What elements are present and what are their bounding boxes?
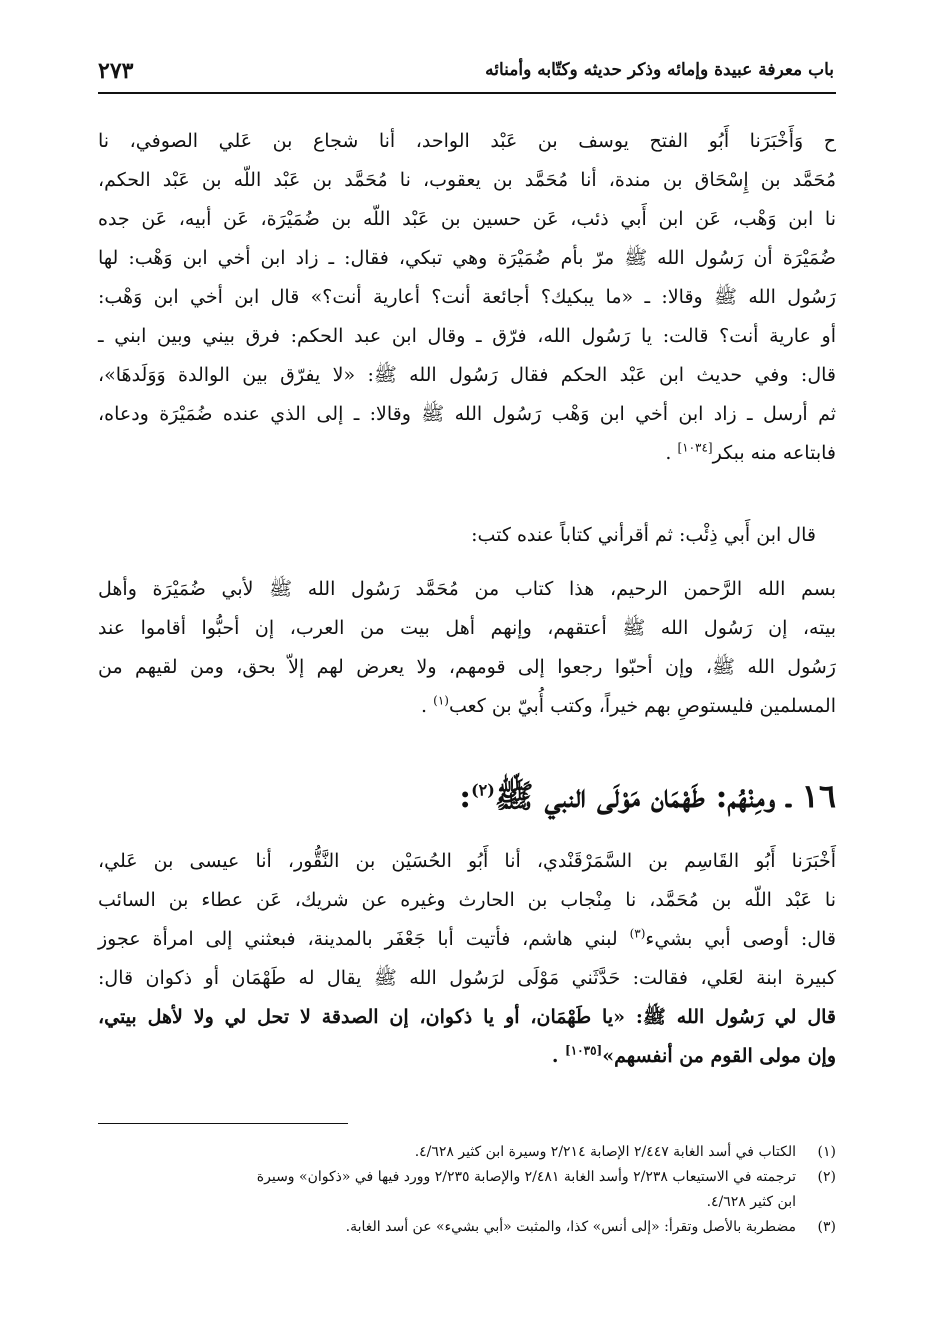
footnote-text: ترجمته في الاستيعاب ٢/٢٣٨ وأسد الغابة ٢/٤٨١ والإصابة ٢/٢٣٥ وورد فيها في «ذكوان» وسيرة bbox=[256, 1169, 796, 1185]
header-divider bbox=[98, 92, 836, 94]
text-line: قال لي رَسُول الله ﷺ: «يا طَهْمَان، أو يا ذكوان، إن الصدقة لا تحل لي ولا لأهل بيتي، bbox=[98, 1006, 836, 1028]
footnote-number: (١) bbox=[817, 1144, 836, 1160]
hadith-number: [١٠٣٥] bbox=[565, 1043, 603, 1058]
text-line: المسلمين فليستوصِ بهم خيراً، وكتب أُبيّ بن كعب$^{(١)}$ . bbox=[421, 693, 836, 717]
text-line: رَسُول الله ﷺ وقالا: ـ «ما يبكيك؟ أجائعة أنت؟ أعارية أنت؟» قال ابن أخي ابن وَهْب: bbox=[98, 286, 836, 308]
text-line: نا عَبْد اللّه بن مُحَمَّد، نا مِنْجاب بن الحارث وغيره عن شريك، عَن عطاء بن السائب bbox=[98, 889, 836, 911]
footnote-ref: (١) bbox=[433, 693, 449, 708]
text-fragment: لبني هاشم، فأتيت أبا جَعْفَر بالمدينة، فبعثني إلى امرأة عجوز bbox=[98, 928, 630, 950]
footnote-number: (٣) bbox=[817, 1219, 836, 1235]
hadith-number: [١٠٣٤] bbox=[677, 440, 713, 455]
text-line: أو عارية أنت؟ قالت: يا رَسُول الله، فرّق ـ وقال ابن عبد الحكم: فرق بيني وبين ابني ـ bbox=[98, 325, 836, 347]
page-header bbox=[98, 52, 834, 92]
text-line: كبيرة ابنة لعَلي، فقالت: حَدَّثَني مَوْلَى لرَسُول الله ﷺ يقال له طَهْمَان أو ذكوان قال: bbox=[98, 967, 836, 989]
footnote-number: (٢) bbox=[817, 1169, 836, 1185]
text-line: نا ابن وَهْب، عَن ابن أَبي ذئب، عَن حسين بن عَبْد اللّه بن ضُمَيْرَة، عَن أبيه، عَن جده bbox=[98, 208, 836, 230]
footnote-item bbox=[98, 1140, 836, 1165]
footnote-divider bbox=[98, 1123, 348, 1124]
footnote-item bbox=[98, 1215, 836, 1240]
footnote-ref: (٣) bbox=[629, 926, 646, 941]
footnotes bbox=[98, 1140, 836, 1240]
footnote-continuation: ابن كثير ٤/٦٢٨. bbox=[706, 1194, 796, 1210]
paragraph-narration-2 bbox=[98, 842, 836, 1076]
section-heading bbox=[98, 770, 836, 822]
paragraph-intro-letter bbox=[98, 516, 836, 555]
heading-colon: : bbox=[459, 777, 472, 815]
running-title: باب معرفة عبيدة وإمائه وذكر حديثه وكتّابه وأمنائه bbox=[485, 60, 834, 80]
text-line: قال ابن أَبي ذِئْب: ثم أقرأني كتاباً عنده كتب: bbox=[471, 524, 816, 546]
text-line: فابتاعه منه ببكر[١٠٣٤] . bbox=[665, 440, 836, 464]
text-fragment: المسلمين فليستوصِ بهم خيراً، وكتب أُبيّ بن كعب bbox=[448, 695, 836, 717]
text-line: قال: وفي حديث ابن عَبْد الحكم فقال رَسُول الله ﷺ: «لا يفرّق بين الوالدة وَوَلَدهَا»، bbox=[98, 364, 836, 386]
footnote-item bbox=[98, 1165, 836, 1190]
text-line: ح وَأَخْبَرَنا أَبُو الفتح يوسف بن عَبْد الواحد، أنا شجاع بن عَلي الصوفي، نا bbox=[98, 130, 836, 152]
footnote-ref: (٢) bbox=[471, 780, 495, 800]
text-line: أَخْبَرَنا أَبُو القَاسِم بن السَّمَرْقَنْدي، أنا أَبُو الحُسَيْن بن النَّقُّور، أنا عيسى بن عَلي، bbox=[98, 850, 836, 872]
text-fragment: فابتاعه منه ببكر bbox=[712, 442, 836, 464]
text-line: رَسُول الله ﷺ، وإن أحبّوا رجعوا إلى قومهم، ولا يعرض لهم إلاّ بحق، ومن لقيهم من bbox=[98, 656, 836, 678]
footnote-text: الكتاب في أسد الغابة ٢/٤٤٧ الإصابة ٢/٢١٤ وسيرة ابن كثير ٤/٦٢٨. bbox=[414, 1144, 796, 1160]
footnote-text: مضطربة بالأصل وتقرأ: «إلى أنس» كذا، والمثبت «أبي بشيء» عن أسد الغابة. bbox=[345, 1219, 796, 1235]
text-line: وإن مولى القوم من أنفسهم»[١٠٣٥] . bbox=[551, 1043, 836, 1067]
text-line: مُحَمَّد بن إِسْحَاق بن مندة، أنا مُحَمَّد بن يعقوب، نا مُحَمَّد بن عَبْد اللّه بن عَبْد الحكم، bbox=[98, 169, 836, 191]
text-line: ثم أرسل ـ زاد ابن أخي ابن وَهْب رَسُول الله ﷺ وقالا: ـ إلى الذي عنده ضُمَيْرَة ودعاه، bbox=[98, 403, 836, 425]
paragraph-narration-1 bbox=[98, 122, 836, 473]
heading-text: ١٦ ـ ومِنْهُم: طَهْمَان مَوْلَى النبي ﷺ bbox=[494, 777, 836, 815]
page-number: ٢٧٣ bbox=[98, 58, 134, 84]
paragraph-letter bbox=[98, 570, 836, 726]
text-fragment: وإن مولى القوم من أنفسهم» bbox=[602, 1045, 836, 1067]
text-line: ضُمَيْرَة أن رَسُول الله ﷺ مرّ بأم ضُمَيْرَة وهي تبكي، فقال: ـ زاد ابن أخي ابن وَهْب: لها bbox=[98, 247, 836, 269]
text-line: بيته، إن رَسُول الله ﷺ أعتقهم، وإنهم أهل بيت من العرب، إن أحبُّوا أقاموا عند bbox=[98, 617, 836, 639]
text-line bbox=[98, 920, 836, 959]
text-line: بسم الله الرَّحمن الرحيم، هذا كتاب من مُحَمَّد رَسُول الله ﷺ لأبي ضُمَيْرَة وأهل bbox=[98, 578, 836, 600]
text-fragment: قال: أوصى أبي بشيء bbox=[645, 928, 836, 950]
